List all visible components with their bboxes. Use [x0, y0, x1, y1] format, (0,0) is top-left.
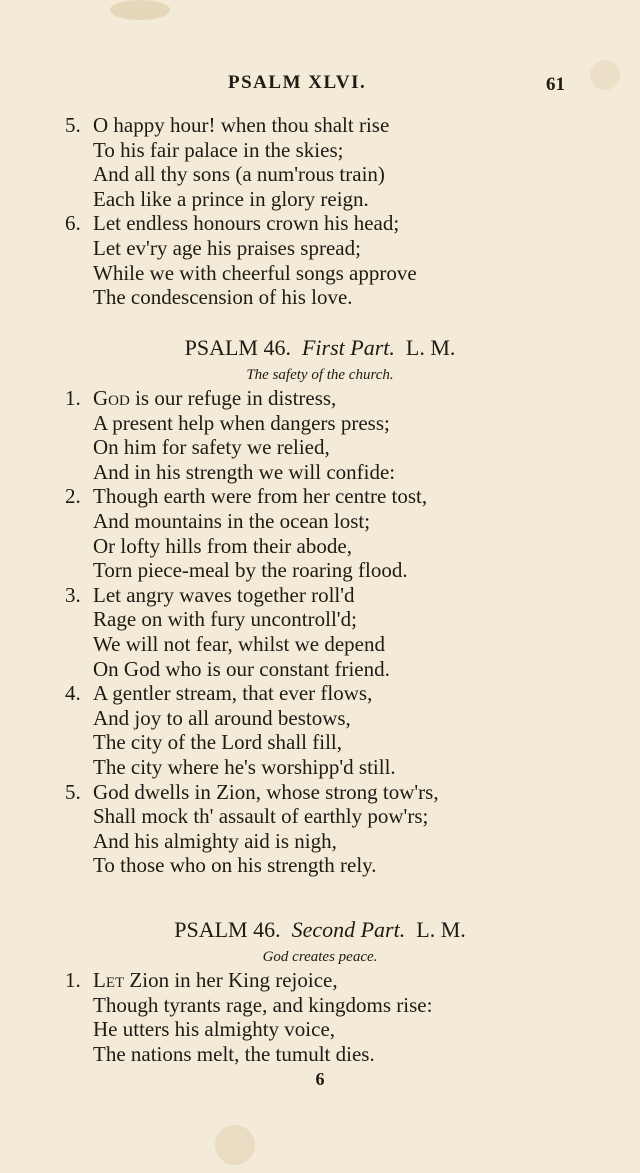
- verse-text: Though tyrants rage, and kingdoms rise:: [93, 992, 433, 1017]
- section-heading: [0, 332, 640, 364]
- first-word: Let: [93, 968, 125, 992]
- page-number: 61: [546, 74, 565, 95]
- stanza-line: [0, 804, 640, 829]
- verse-text: A gentler stream, that ever flows,: [93, 681, 373, 706]
- verse-text: He utters his almighty voice,: [93, 1017, 336, 1042]
- verse-text: A present help when dangers press;: [93, 410, 390, 435]
- verse-text: Torn piece-meal by the roaring flood.: [93, 558, 408, 583]
- stanza-line: [0, 236, 640, 261]
- signature-mark: 6: [315, 1069, 325, 1089]
- verse-text: Each like a prince in glory reign.: [93, 186, 369, 211]
- stanza-number: 3.: [65, 582, 81, 607]
- verse-text: Shall mock th' assault of earthly pow'rs;: [93, 804, 429, 829]
- stanza-5: [0, 113, 640, 211]
- stanza-number: 2.: [65, 484, 81, 509]
- stanza-number: 1.: [65, 386, 81, 410]
- top-stanzas: [0, 113, 640, 310]
- verse-text: Rage on with fury uncontroll'd;: [93, 607, 357, 632]
- heading-part: Second Part.: [291, 917, 406, 942]
- stanza-line: [0, 583, 640, 608]
- stanza-number: 1.: [65, 968, 81, 992]
- psalm-part-2: [0, 914, 640, 1066]
- verse-text: The condescension of his love.: [93, 285, 353, 310]
- stanza-line: [0, 706, 640, 731]
- stanza-line: [0, 187, 640, 212]
- verse-text: And in his strength we will confide:: [93, 459, 396, 484]
- stanza-line: [0, 460, 640, 485]
- verse-text: To those who on his strength rely.: [93, 853, 377, 878]
- stanza-line: [0, 285, 640, 310]
- verse-text: And joy to all around bestows,: [93, 705, 351, 730]
- verse-text: Let endless honours crown his head;: [93, 211, 400, 236]
- section-heading: [0, 914, 640, 946]
- stanza-line: [0, 853, 640, 878]
- verse-text: On God who is our constant friend.: [93, 656, 390, 681]
- stanza-line: [0, 162, 640, 187]
- verse-text: O happy hour! when thou shalt rise: [93, 113, 390, 137]
- verse-text: Or lofty hills from their abode,: [93, 533, 352, 558]
- heading-psalm: PSALM 46.: [184, 335, 291, 360]
- first-word: God: [93, 386, 130, 410]
- stanza-line: [0, 211, 640, 236]
- verse-text: God dwells in Zion, whose strong tow'rs,: [93, 779, 439, 804]
- verse-text: And mountains in the ocean lost;: [93, 508, 371, 533]
- stanza-1: [0, 968, 640, 1066]
- stanza-number: 4.: [65, 681, 81, 706]
- stanza-line: [0, 681, 640, 706]
- stanza-line: [0, 113, 640, 138]
- stanza-5: [0, 780, 640, 878]
- section-subtitle: The safety of the church.: [246, 367, 394, 383]
- stanza-line: [0, 1017, 640, 1042]
- stanza-line: [0, 829, 640, 854]
- stanza-1: [0, 386, 640, 484]
- stanza-number: 5.: [65, 779, 81, 804]
- heading-psalm: PSALM 46.: [174, 917, 281, 942]
- stanza-line: [0, 386, 640, 411]
- stanza-number: 6.: [65, 211, 81, 236]
- stanza-line: [0, 138, 640, 163]
- verse-text: Let angry waves together roll'd: [93, 582, 355, 607]
- stanza-line: [0, 632, 640, 657]
- stanza-line: [0, 1042, 640, 1067]
- stanza-line: [0, 411, 640, 436]
- stanza-line: [0, 261, 640, 286]
- first-line-rest: Zion in her King rejoice,: [124, 968, 338, 992]
- verse-text: We will not fear, whilst we depend: [93, 631, 385, 656]
- verse-text: On him for safety we relied,: [93, 435, 330, 460]
- heading-meter: L. M.: [405, 335, 456, 360]
- running-head: [0, 72, 640, 100]
- stanza-line: [0, 435, 640, 460]
- first-line-rest: is our refuge in distress,: [129, 386, 337, 410]
- heading-meter: L. M.: [416, 917, 466, 942]
- stanza-line: [0, 484, 640, 509]
- verse-text: [93, 968, 338, 993]
- stanza-line: [0, 755, 640, 780]
- verse-text: While we with cheerful songs approve: [93, 260, 417, 285]
- verse-text: The city where he's worshipp'd still.: [93, 754, 396, 779]
- heading-part: First Part.: [301, 335, 395, 360]
- stanza-4: [0, 681, 640, 779]
- stanza-line: [0, 607, 640, 632]
- stanza-3: [0, 583, 640, 681]
- stanza-line: [0, 780, 640, 805]
- stanza-line: [0, 509, 640, 534]
- stanza-line: [0, 657, 640, 682]
- verse-text: Though earth were from her centre tost,: [93, 484, 428, 509]
- verse-text: And his almighty aid is nigh,: [93, 828, 337, 853]
- stanza-line: [0, 968, 640, 993]
- stanza-2: [0, 484, 640, 582]
- stanza-6: [0, 211, 640, 309]
- verse-text: To his fair palace in the skies;: [93, 137, 344, 162]
- stanza-line: [0, 730, 640, 755]
- verse-text: [93, 386, 336, 411]
- verse-text: And all thy sons (a num'rous train): [93, 162, 385, 187]
- section-subtitle: God creates peace.: [262, 949, 378, 965]
- verse-text: The nations melt, the tumult dies.: [93, 1041, 375, 1066]
- stanza-number: 5.: [65, 113, 81, 137]
- running-head-title: PSALM XLVI.: [228, 72, 367, 93]
- stanza-line: [0, 534, 640, 559]
- verse-text: The city of the Lord shall fill,: [93, 730, 343, 755]
- psalm-part-1: [0, 332, 640, 878]
- stanza-line: [0, 993, 640, 1018]
- verse-text: Let ev'ry age his praises spread;: [93, 235, 361, 260]
- stanza-line: [0, 558, 640, 583]
